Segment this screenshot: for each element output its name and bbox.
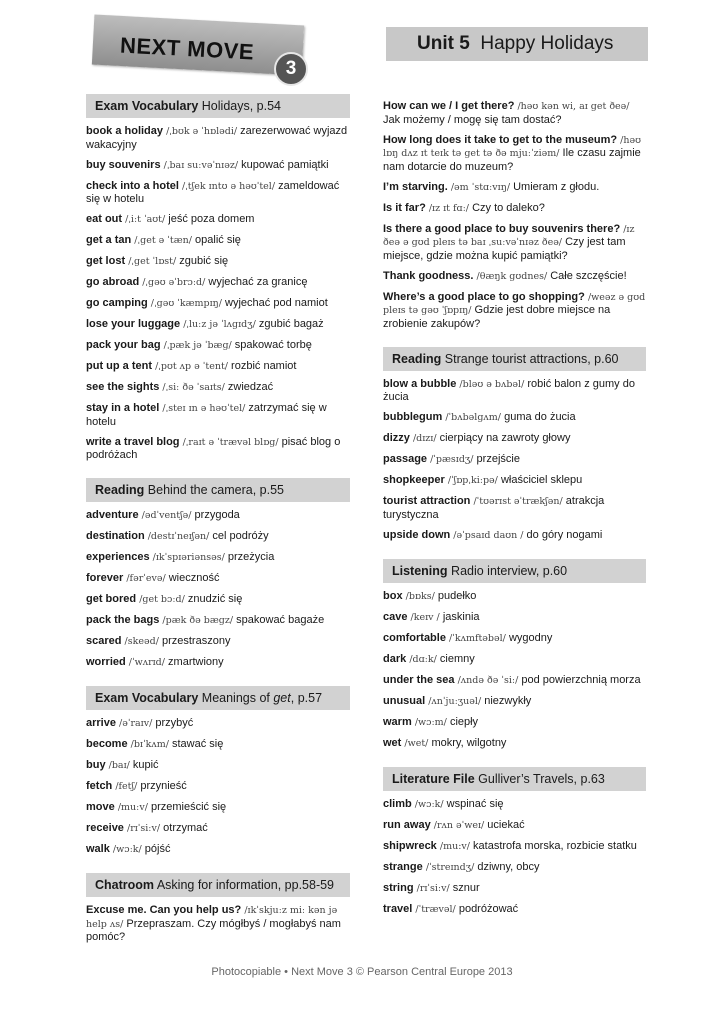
vocab-entry <box>383 378 646 404</box>
vocab-translation: opalić się <box>195 234 241 246</box>
vocab-translation: wspinać się <box>446 797 504 810</box>
vocab-phonetic: /ˈtrævəl/ <box>415 903 456 915</box>
vocab-translation: kupić <box>132 759 159 771</box>
vocab-entry <box>86 213 350 227</box>
section-heading-title: Holidays, p.54 <box>201 99 281 113</box>
vocab-entry <box>383 291 646 331</box>
vocab-phonetic: /ˌgəʊ ˈkæmpɪŋ/ <box>150 298 222 309</box>
section-gap <box>383 758 646 767</box>
vocab-translation: pudełko <box>437 589 477 602</box>
vocab-phonetic: /muːv/ <box>117 802 148 813</box>
vocab-entry <box>383 134 646 174</box>
vocab-word: climb <box>383 797 412 810</box>
vocab-translation: spakować bagaże <box>236 614 325 626</box>
vocab-translation: ciepły <box>449 715 479 728</box>
vocab-translation: zmartwiony <box>168 656 224 668</box>
vocab-entry <box>86 614 350 628</box>
unit-title: Happy Holidays <box>480 33 614 54</box>
vocab-entry <box>383 529 646 543</box>
vocab-word: shipwreck <box>383 839 437 852</box>
vocab-entry <box>383 495 646 521</box>
vocab-entry <box>383 819 646 833</box>
vocab-translation: jaskinia <box>442 610 480 623</box>
vocab-word: How can we / I get there? <box>383 100 515 112</box>
vocab-phonetic: /ɪkˈskjuːz miː kən jə help ʌs/ <box>86 905 338 930</box>
vocab-word: see the sights <box>86 381 160 393</box>
vocab-word: upside down <box>383 528 451 541</box>
section-heading <box>86 686 350 710</box>
vocab-translation: dziwny, obcy <box>477 860 540 873</box>
vocab-phonetic: /əm ˈstɑːvɪŋ/ <box>450 181 511 193</box>
vocab-translation: sznur <box>452 881 480 894</box>
section-heading <box>383 767 646 791</box>
vocab-translation: niezwykły <box>484 694 532 707</box>
unit-label: Unit 5 <box>417 33 470 54</box>
vocab-entry <box>86 180 350 206</box>
vocab-phonetic: /dɑːk/ <box>409 653 437 665</box>
vocab-word: Is there a good place to buy souvenirs there? <box>383 222 621 235</box>
vocab-word: warm <box>383 715 412 728</box>
vocab-entry <box>383 695 646 709</box>
vocab-translation: zgubić się <box>179 255 229 267</box>
vocab-entry <box>86 593 350 607</box>
vocab-word: Excuse me. Can you help us? <box>86 904 242 916</box>
vocab-word: I’m starving. <box>383 180 448 193</box>
vocab-phonetic: /ˌgəʊ əˈbrɔːd/ <box>142 277 206 288</box>
vocab-phonetic: /keɪv / <box>410 611 440 623</box>
vocab-entry <box>86 656 350 670</box>
vocab-entry <box>86 738 350 752</box>
vocab-word: bubblegum <box>383 411 443 423</box>
vocab-entry <box>86 125 350 151</box>
vocab-word: comfortable <box>383 631 446 644</box>
vocab-translation: rozbić namiot <box>231 360 297 372</box>
vocab-entry <box>383 653 646 667</box>
next-move-logo <box>88 6 310 86</box>
section-heading <box>86 94 350 118</box>
vocab-translation: otrzymać <box>163 822 208 834</box>
vocab-translation: stawać się <box>171 738 224 750</box>
vocab-word: worried <box>86 656 126 668</box>
vocab-entry <box>86 159 350 173</box>
vocab-entry <box>383 861 646 875</box>
vocab-entry <box>86 759 350 773</box>
vocab-translation: Czy jest tam miejsce, gdzie można kupić pamiątki? <box>383 236 626 262</box>
vocab-entry <box>86 339 350 353</box>
vocab-word: experiences <box>86 551 150 563</box>
section-heading-title: Radio interview, p.60 <box>451 563 568 578</box>
vocab-phonetic: /ˌbʊk ə ˈhɒlədi/ <box>166 126 238 137</box>
section-heading-italic: get <box>273 691 291 705</box>
vocab-entry <box>383 674 646 688</box>
vocab-translation: przybyć <box>155 717 194 729</box>
left-column <box>86 94 350 960</box>
vocab-phonetic: /rɪˈsiːv/ <box>127 823 161 834</box>
section-heading-tail: , p.57 <box>290 691 323 705</box>
vocab-phonetic: /ˈpæsɪdʒ/ <box>430 454 474 465</box>
vocab-translation: wyjechać pod namiot <box>225 297 328 309</box>
vocab-translation: cierpiący na zawroty głowy <box>439 432 571 444</box>
vocab-translation: wygodny <box>508 631 553 644</box>
vocab-word: arrive <box>86 717 116 729</box>
vocab-entry <box>86 572 350 586</box>
vocab-phonetic: /θæŋk gʊdnes/ <box>476 270 548 282</box>
vocab-phonetic: /ˈʃɒpˌkiːpə/ <box>447 475 498 486</box>
vocab-phonetic: /mu:v/ <box>439 840 470 852</box>
vocab-entry <box>86 904 350 944</box>
section-heading-bold: Listening <box>392 563 448 578</box>
vocab-phonetic: /get bɔːd/ <box>139 594 185 605</box>
vocab-word: scared <box>86 635 122 647</box>
section-heading-bold: Reading <box>392 351 442 366</box>
vocab-translation: zgubić bagaż <box>258 318 324 330</box>
vocab-entry <box>383 716 646 730</box>
vocab-phonetic: /dɪzɪ/ <box>412 433 437 444</box>
vocab-word: How long does it take to get to the museum? <box>383 133 618 146</box>
section-heading <box>383 347 646 371</box>
section-heading-title: Behind the camera, p.55 <box>147 483 284 497</box>
logo-text: NEXT MOVE <box>119 32 255 65</box>
vocab-word: dark <box>383 652 407 665</box>
vocab-entry <box>86 276 350 290</box>
section-heading-bold: Literature File <box>392 771 475 786</box>
vocab-phonetic: /ɪz ðeə ə gʊd pleɪs tə baɪ ˌsuːvəˈnɪəz ðeə/ <box>383 223 635 248</box>
vocab-phonetic: /ˈbʌbəlgʌm/ <box>445 412 502 423</box>
vocab-phonetic: /bɪˈkʌm/ <box>130 739 169 750</box>
section-gap <box>86 469 350 478</box>
vocab-word: wet <box>383 736 402 749</box>
section-gap <box>383 924 646 933</box>
vocab-entry <box>86 822 350 836</box>
vocab-phonetic: /pæk ðə bægz/ <box>162 615 234 626</box>
vocab-translation: Czy to daleko? <box>472 201 545 214</box>
section-gap <box>86 677 350 686</box>
vocab-entry <box>383 223 646 263</box>
vocab-word: go abroad <box>86 276 140 288</box>
vocab-word: book a holiday <box>86 125 164 137</box>
section-gap <box>383 338 646 347</box>
section-gap <box>383 550 646 559</box>
vocab-translation: wyjechać za granicę <box>208 276 308 288</box>
vocab-translation: pójść <box>144 843 171 855</box>
vocab-phonetic: /weəz ə gʊd pleɪs tə gəʊ ˈʃɒpɪŋ/ <box>383 291 646 316</box>
section-heading-title: Gulliver’s Travels, p.63 <box>478 771 605 786</box>
vocab-word: check into a hotel <box>86 179 179 192</box>
section-heading <box>383 559 646 583</box>
vocab-phonetic: /wet/ <box>404 737 429 749</box>
vocab-entry <box>86 402 350 428</box>
vocab-word: run away <box>383 818 431 831</box>
vocab-phonetic: /ʌndə ðə ˈsiː/ <box>457 674 519 686</box>
vocab-entry <box>383 453 646 467</box>
vocab-translation: katastrofa morska, rozbicie statku <box>473 839 637 852</box>
vocab-word: dizzy <box>383 432 410 444</box>
vocab-word: buy souvenirs <box>86 158 161 171</box>
vocab-word: Is it far? <box>383 201 426 214</box>
vocab-entry <box>383 882 646 896</box>
vocab-word: Where’s a good place to go shopping? <box>383 290 585 303</box>
vocab-entry <box>383 590 646 604</box>
vocab-entry <box>383 432 646 446</box>
vocab-word: stay in a hotel <box>86 402 160 414</box>
vocab-translation: ciemny <box>439 652 475 665</box>
vocab-word: eat out <box>86 213 123 225</box>
right-column <box>383 100 646 933</box>
vocab-phonetic: /ədˈventʃə/ <box>141 510 192 521</box>
vocab-phonetic: /ˌget ə ˈtæn/ <box>134 235 192 246</box>
section-heading <box>86 478 350 502</box>
vocab-word: travel <box>383 902 413 915</box>
vocab-phonetic: /ˌget ˈlɒst/ <box>128 256 177 267</box>
vocab-entry <box>86 318 350 332</box>
section-heading-title: Meanings of <box>201 691 274 705</box>
vocab-phonetic: /rɪˈsiːv/ <box>416 882 450 894</box>
vocab-word: blow a bubble <box>383 377 457 390</box>
vocab-word: tourist attraction <box>383 495 471 507</box>
vocab-entry <box>86 801 350 815</box>
vocab-word: strange <box>383 860 423 873</box>
unit-title-box <box>386 27 648 61</box>
vocab-phonetic: /ˈstreɪndʒ/ <box>425 861 475 873</box>
vocab-word: write a travel blog <box>86 435 180 448</box>
vocab-translation: spakować torbę <box>234 339 312 351</box>
vocab-phonetic: /həʊ kən wi, aɪ get ðeə/ <box>517 101 630 112</box>
vocab-word: cave <box>383 610 408 623</box>
vocab-entry <box>86 381 350 395</box>
vocab-translation: kupować pamiątki <box>241 158 329 171</box>
footer-copyright: Photocopiable • Next Move 3 © Pearson Central Europe 2013 <box>211 966 513 978</box>
vocab-entry <box>383 411 646 425</box>
vocab-entry <box>86 780 350 794</box>
vocab-entry <box>86 635 350 649</box>
vocab-translation: przestraszony <box>161 635 231 647</box>
vocab-word: under the sea <box>383 673 455 686</box>
vocab-translation: robić balon z gumy do żucia <box>383 377 635 403</box>
vocab-phonetic: /baɪ/ <box>108 760 130 771</box>
vocab-phonetic: /destɪˈneɪʃən/ <box>147 531 210 542</box>
vocab-entry <box>86 297 350 311</box>
vocab-word: Thank goodness. <box>383 269 474 282</box>
vocab-phonetic: /bɒks/ <box>405 590 435 602</box>
vocab-entry <box>383 737 646 751</box>
vocab-entry <box>383 181 646 195</box>
section-heading-bold: Chatroom <box>95 878 155 892</box>
vocab-phonetic: /bləʊ ə bʌbəl/ <box>459 378 525 390</box>
vocab-translation: Całe szczęście! <box>550 269 627 282</box>
vocab-translation: Przepraszam. Czy mógłbyś / mogłabyś nam pomóc? <box>86 917 341 943</box>
vocab-phonetic: /fetʃ/ <box>115 781 138 792</box>
vocab-translation: atrakcja turystyczna <box>383 495 605 521</box>
vocab-entry <box>86 255 350 269</box>
vocab-translation: przeżycia <box>227 551 275 563</box>
vocab-phonetic: /skeəd/ <box>124 636 159 647</box>
vocab-phonetic: /ˌsteɪ ɪn ə həʊˈtel/ <box>162 403 246 414</box>
vocab-translation: zatrzymać się w hotelu <box>86 402 327 428</box>
vocab-entry <box>86 843 350 857</box>
vocab-phonetic: /ˈtʊərɪst əˈtrækʃən/ <box>473 496 563 507</box>
vocab-entry <box>86 509 350 523</box>
section-gap <box>86 864 350 873</box>
vocab-translation: guma do żucia <box>504 411 576 423</box>
vocab-translation: pisać blog o podróżach <box>86 435 341 461</box>
vocab-word: go camping <box>86 297 148 309</box>
vocab-phonetic: /ˌbaɪ suːvəˈnɪəz/ <box>163 159 239 171</box>
vocab-entry <box>383 100 646 126</box>
vocab-phonetic: /wɔːm/ <box>414 716 447 728</box>
section-heading-bold: Exam Vocabulary <box>95 691 199 705</box>
vocab-translation: jeść poza domem <box>168 213 255 225</box>
vocab-word: pack your bag <box>86 339 161 351</box>
vocab-translation: właściciel sklepu <box>500 474 583 486</box>
vocab-entry <box>383 798 646 812</box>
vocab-phonetic: /əˈraɪv/ <box>119 718 153 729</box>
vocab-phonetic: /ˌtʃek ɪntʊ ə həʊˈtel/ <box>181 180 276 192</box>
vocab-phonetic: /ˌpæk jə ˈbæg/ <box>163 340 232 351</box>
vocab-translation: Jak możemy / mogę się tam dostać? <box>383 113 562 126</box>
vocab-word: pack the bags <box>86 614 160 626</box>
vocab-phonetic: /əˈpsaɪd daʊn / <box>453 529 524 541</box>
vocab-translation: pod powierzchnią morza <box>521 673 641 686</box>
vocab-phonetic: /həʊ lɒŋ dʌz ɪt teɪk tə get tə ðə mjuːˈziəm/ <box>383 134 641 159</box>
vocab-word: move <box>86 801 115 813</box>
vocab-translation: Ile czasu zajmie nam dotarcie do muzeum? <box>383 147 641 173</box>
section-heading-title: Asking for information, pp.58-59 <box>156 878 335 892</box>
vocab-entry <box>383 202 646 216</box>
vocab-entry <box>86 530 350 544</box>
vocab-word: put up a tent <box>86 360 152 372</box>
vocab-word: walk <box>86 843 110 855</box>
vocab-word: box <box>383 589 403 602</box>
vocab-translation: podróżować <box>458 902 519 915</box>
vocab-phonetic: /ˌluːz jə ˈlʌgɪdʒ/ <box>183 319 256 330</box>
vocab-entry <box>383 611 646 625</box>
vocab-entry <box>86 234 350 248</box>
vocab-phonetic: /ʌnˈjuːʒuəl/ <box>428 695 482 707</box>
vocab-translation: przynieść <box>140 780 187 792</box>
vocab-phonetic: /ɪkˈspɪəriənsəs/ <box>152 552 225 563</box>
vocab-word: string <box>383 881 414 894</box>
vocab-entry <box>383 270 646 284</box>
vocab-phonetic: /ˌsiː ðə ˈsaɪts/ <box>162 382 225 393</box>
vocab-word: adventure <box>86 509 139 521</box>
vocab-word: get lost <box>86 255 126 267</box>
vocab-word: fetch <box>86 780 113 792</box>
vocab-word: buy <box>86 759 106 771</box>
vocab-translation: do góry nogami <box>526 528 603 541</box>
vocab-phonetic: /rʌn əˈweɪ/ <box>433 819 485 831</box>
vocab-translation: cel podróży <box>212 530 269 542</box>
vocab-entry <box>86 360 350 374</box>
vocab-word: receive <box>86 822 124 834</box>
vocab-phonetic: /ɪz ɪt fɑː/ <box>428 202 469 214</box>
vocab-translation: znudzić się <box>187 593 243 605</box>
vocab-word: destination <box>86 530 145 542</box>
vocab-phonetic: /fərˈevə/ <box>126 573 166 584</box>
vocab-phonetic: /ˌraɪt ə ˈtrævəl blɒg/ <box>182 436 279 448</box>
logo-level-badge: 3 <box>274 52 308 86</box>
vocab-translation: zameldować się w hotelu <box>86 179 340 205</box>
vocab-phonetic: /wɔːk/ <box>414 798 444 810</box>
section-heading <box>86 873 350 897</box>
vocab-word: get bored <box>86 593 137 605</box>
vocab-translation: zwiedzać <box>227 381 274 393</box>
vocab-word: lose your luggage <box>86 318 181 330</box>
vocab-translation: uciekać <box>487 818 525 831</box>
vocab-translation: przejście <box>476 453 520 465</box>
section-gap <box>86 951 350 960</box>
vocab-entry <box>383 474 646 488</box>
vocab-word: unusual <box>383 694 426 707</box>
vocab-phonetic: /wɔːk/ <box>112 844 142 855</box>
vocab-phonetic: /ˈkʌmftəbəl/ <box>449 632 506 644</box>
vocab-word: become <box>86 738 128 750</box>
vocab-phonetic: /ˌiːt ˈaʊt/ <box>125 214 166 225</box>
vocab-word: get a tan <box>86 234 132 246</box>
section-heading-title: Strange tourist attractions, p.60 <box>444 351 619 366</box>
section-heading-bold: Exam Vocabulary <box>95 99 199 113</box>
vocab-word: shopkeeper <box>383 474 445 486</box>
vocab-translation: Umieram z głodu. <box>513 180 600 193</box>
vocab-phonetic: /ˌpʊt ʌp ə ˈtent/ <box>155 361 228 372</box>
vocab-translation: przygoda <box>194 509 240 521</box>
vocab-translation: przemieścić się <box>150 801 227 813</box>
vocab-entry <box>86 551 350 565</box>
vocab-entry <box>383 632 646 646</box>
vocab-translation: Gdzie jest dobre miejsce na zrobienie zakupów? <box>383 304 611 330</box>
vocab-phonetic: /ˈwʌrɪd/ <box>128 657 165 668</box>
vocab-translation: mokry, wilgotny <box>431 736 507 749</box>
vocab-translation: zarezerwować wyjazd wakacyjny <box>86 125 348 151</box>
section-heading-bold: Reading <box>95 483 145 497</box>
vocab-word: forever <box>86 572 124 584</box>
vocab-translation: wieczność <box>168 572 220 584</box>
vocab-word: passage <box>383 453 428 465</box>
vocab-entry <box>383 840 646 854</box>
vocab-entry <box>383 903 646 917</box>
vocab-entry <box>86 436 350 462</box>
vocab-entry <box>86 717 350 731</box>
